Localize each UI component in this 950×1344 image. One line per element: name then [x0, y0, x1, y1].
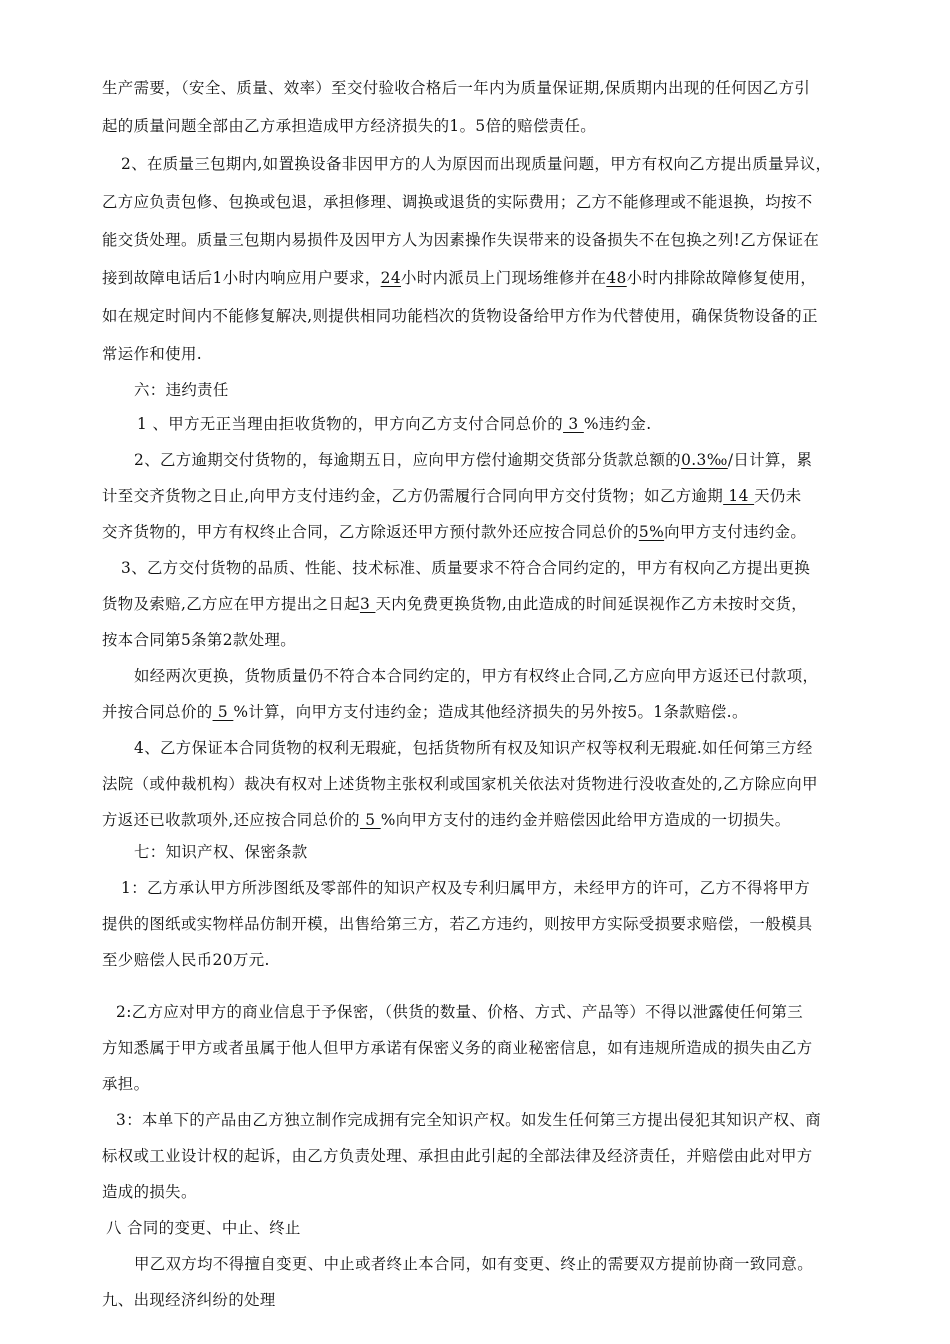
- section-heading: 六：违约责任: [134, 381, 229, 399]
- paragraph-line: 如经两次更换，货物质量仍不符合本合同约定的，甲方有权终止合同,乙方应向甲方返还已付款项，: [134, 667, 819, 685]
- section-heading: 七：知识产权、保密条款: [134, 843, 308, 861]
- paragraph-line: 造成的损失。: [102, 1183, 197, 1201]
- paragraph-line: 方知悉属于甲方或者虽属于他人但甲方承诺有保密义务的商业秘密信息，如有违规所造成的损失由乙方: [102, 1039, 813, 1057]
- paragraph-line: [102, 268, 816, 288]
- line-text: 并按合同总价的: [102, 703, 213, 721]
- line-text: %违约金.: [583, 415, 652, 433]
- filled-blank: 5: [359, 811, 381, 829]
- line-text: 货物及索赔,乙方应在甲方提出之日起: [102, 595, 360, 613]
- filled-blank: 14: [723, 487, 755, 505]
- line-text: 向甲方支付违约金。: [664, 523, 807, 541]
- line-text: 小时内派员上门现场维修并在: [401, 269, 607, 287]
- paragraph-line: 1：乙方承认甲方所涉图纸及零部件的知识产权及专利归属甲方，未经甲方的许可，乙方不得将甲方: [121, 879, 811, 897]
- paragraph-line: [102, 702, 748, 722]
- line-text: 接到故障电话后1小时内响应用户要求，: [102, 269, 381, 287]
- line-text: %向甲方支付的违约金并赔偿因此给甲方造成的一切损失。: [380, 811, 791, 829]
- paragraph-line: 如在规定时间内不能修复解决,则提供相同功能档次的货物设备给甲方作为代替使用，确保货物设备的正: [102, 307, 818, 325]
- paragraph-line: [102, 594, 807, 614]
- paragraph-line: [134, 450, 812, 470]
- paragraph-line: 乙方应负责包修、包换或包退，承担修理、调换或退货的实际费用；乙方不能修理或不能退换，均按不: [102, 193, 813, 211]
- paragraph-line: [102, 486, 801, 506]
- paragraph-line: [102, 810, 791, 830]
- paragraph-line: 承担。: [102, 1075, 150, 1093]
- line-text: 计至交齐货物之日止,向甲方支付违约金，乙方仍需履行合同向甲方交付货物；如乙方逾期: [102, 487, 724, 505]
- line-text: 2、乙方逾期交付货物的，每逾期五日，应向甲方偿付逾期交货部分货款总额的: [134, 451, 682, 469]
- line-text: 1 、甲方无正当理由拒收货物的，甲方向乙方支付合同总价的: [137, 415, 564, 433]
- line-text: 天仍未: [754, 487, 802, 505]
- paragraph-line: 3、乙方交付货物的品质、性能、技术标准、质量要求不符合合同约定的，甲方有权向乙方提出更换: [121, 559, 811, 577]
- filled-blank: 24: [380, 269, 402, 287]
- filled-blank: 0.3‰: [681, 451, 728, 469]
- paragraph-line: 4、乙方保证本合同货物的权利无瑕疵，包括货物所有权及知识产权等权利无瑕疵.如任何第三方经: [134, 739, 813, 757]
- paragraph-line: 标权或工业设计权的起诉，由乙方负责处理、承担由此引起的全部法律及经济责任，并赔偿由此对甲方: [102, 1147, 813, 1165]
- paragraph-line: 生产需要，（安全、质量、效率）至交付验收合格后一年内为质量保证期,保质期内出现的任何因乙方引: [102, 79, 811, 97]
- paragraph-line: 法院（或仲裁机构）裁决有权对上述货物主张权利或国家机关依法对货物进行没收查处的,乙方除应向甲: [102, 775, 818, 793]
- paragraph-line: 3：本单下的产品由乙方独立制作完成拥有完全知识产权。如发生任何第三方提出侵犯其知识产权、商: [116, 1111, 821, 1129]
- line-text: /日计算，累: [727, 451, 813, 469]
- filled-blank: 3: [563, 415, 584, 433]
- paragraph-line: 2:乙方应对甲方的商业信息于予保密，（供货的数量、价格、方式、产品等）不得以泄露使任何第三: [116, 1003, 804, 1021]
- filled-blank: 3: [359, 595, 376, 613]
- filled-blank: 5%: [638, 523, 665, 541]
- filled-blank: 5: [212, 703, 234, 721]
- paragraph-line: 至少赔偿人民币20万元.: [102, 951, 270, 969]
- line-text: %计算，向甲方支付违约金；造成其他经济损失的另外按5。1条款赔偿.。: [233, 703, 748, 721]
- paragraph-line: 起的质量问题全部由乙方承担造成甲方经济损失的1。5倍的赔偿责任。: [102, 117, 597, 135]
- line-text: 天内免费更换货物,由此造成的时间延误视作乙方未按时交货，: [375, 595, 808, 613]
- paragraph-line: 按本合同第5条第2款处理。: [102, 631, 297, 649]
- line-text: 小时内排除故障修复使用，: [626, 269, 817, 287]
- paragraph-line: 2、在质量三包期内,如置换设备非因甲方的人为原因而出现质量问题，甲方有权向乙方提出质量异议，: [121, 155, 832, 173]
- filled-blank: 48: [606, 269, 627, 287]
- paragraph-line: 能交货处理。质量三包期内易损件及因甲方人为因素操作失误带来的设备损失不在包换之列!乙方保证在: [102, 231, 820, 249]
- section-heading: 九、出现经济纠纷的处理: [102, 1291, 276, 1309]
- line-text: 方返还已收款项外,还应按合同总价的: [102, 811, 360, 829]
- paragraph-line: 常运作和使用.: [102, 345, 203, 363]
- paragraph-line: [102, 522, 806, 542]
- paragraph-line: [137, 414, 652, 434]
- line-text: 交齐货物的，甲方有权终止合同，乙方除返还甲方预付款外还应按合同总价的: [102, 523, 639, 541]
- section-heading: 八 合同的变更、中止、终止: [106, 1219, 301, 1237]
- paragraph-line: 提供的图纸或实物样品仿制开模，出售给第三方，若乙方违约，则按甲方实际受损要求赔偿，一般模具: [102, 915, 813, 933]
- paragraph-line: 甲乙双方均不得擅自变更、中止或者终止本合同，如有变更、终止的需要双方提前协商一致同意。: [134, 1255, 813, 1273]
